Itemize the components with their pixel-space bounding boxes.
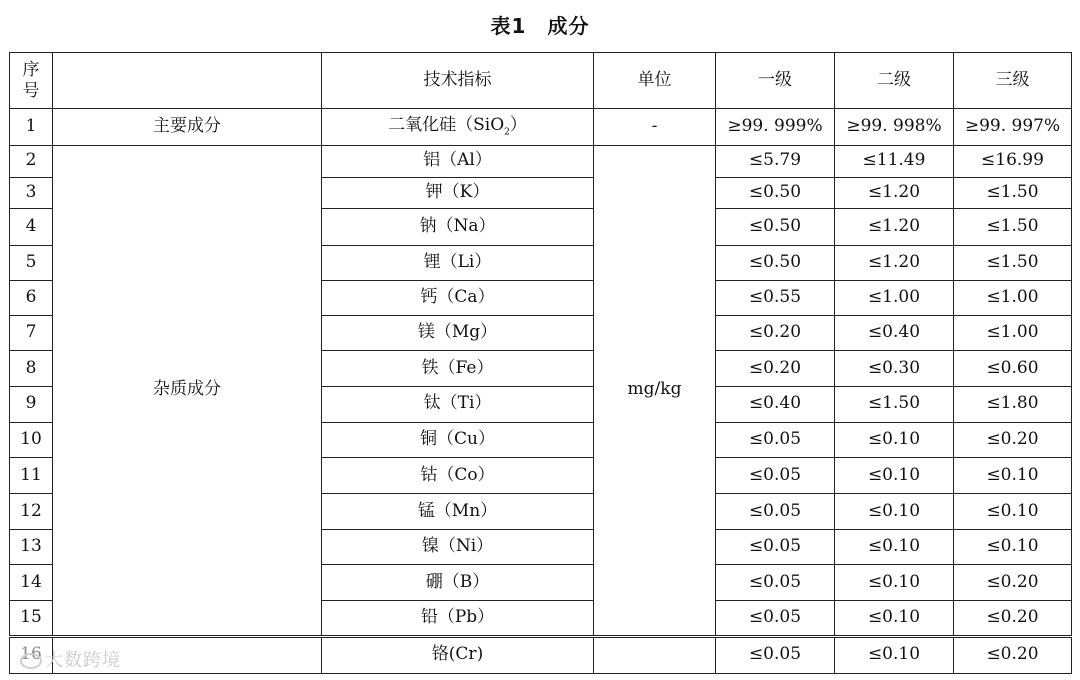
indicator-sio2-subscript: 2	[504, 127, 510, 138]
grade3-cell: ≤1.50	[954, 245, 1072, 280]
table-row	[10, 145, 1072, 177]
grade3-cell: ≤16.99	[954, 145, 1072, 177]
row-number: 6	[10, 280, 53, 315]
indicator-cell: 钙（Ca）	[322, 280, 594, 315]
grade1-cell: ≤0.20	[716, 351, 835, 386]
header-seq-text: 序号	[22, 60, 40, 101]
grade3-cell: ≤1.00	[954, 316, 1072, 351]
row-number: 12	[10, 494, 53, 529]
header-grade1: 一级	[716, 53, 835, 109]
grade2-cell: ≤0.10	[835, 636, 954, 673]
grade1-cell: ≤0.55	[716, 280, 835, 315]
indicator-cell: 钠（Na）	[322, 209, 594, 245]
grade3-cell: ≤0.20	[954, 422, 1072, 457]
row-number: 8	[10, 351, 53, 386]
grade2-cell: ≤1.20	[835, 209, 954, 245]
grade1-cell: ≤5.79	[716, 145, 835, 177]
indicator-cell: 铁（Fe）	[322, 351, 594, 386]
grade3-cell: ≤0.10	[954, 529, 1072, 564]
row-number: 5	[10, 245, 53, 280]
grade2-cell: ≤11.49	[835, 145, 954, 177]
grade3-cell: ≤0.10	[954, 494, 1072, 529]
grade3-cell: ≤0.10	[954, 458, 1072, 494]
row-number: 9	[10, 386, 53, 422]
grade3-cell: ≤1.80	[954, 386, 1072, 422]
indicator-cell: 铜（Cu）	[322, 422, 594, 457]
row-number: 1	[10, 109, 53, 145]
indicator-cell: 铬(Cr)	[322, 636, 594, 673]
composition-table	[9, 52, 1072, 674]
grade3-cell: ≤0.20	[954, 636, 1072, 673]
grade2-cell: ≤1.20	[835, 177, 954, 208]
grade2-main: ≥99. 998%	[835, 109, 954, 145]
grade1-cell: ≤0.05	[716, 458, 835, 494]
header-grade3: 三级	[954, 53, 1072, 109]
row-number: 13	[10, 529, 53, 564]
row-number: 15	[10, 601, 53, 636]
unit-impurity: mg/kg	[594, 145, 716, 636]
grade1-cell: ≤0.05	[716, 422, 835, 457]
grade1-cell: ≤0.40	[716, 386, 835, 422]
unit-empty	[594, 636, 716, 673]
row-number: 16	[10, 636, 53, 673]
row-number: 7	[10, 316, 53, 351]
indicator-sio2-text: 二氧化硅（SiO	[388, 114, 505, 135]
grade1-cell: ≤0.05	[716, 565, 835, 601]
row-number: 10	[10, 422, 53, 457]
grade2-cell: ≤0.10	[835, 458, 954, 494]
grade1-cell: ≤0.05	[716, 601, 835, 636]
grade2-cell: ≤0.10	[835, 422, 954, 457]
grade2-cell: ≤1.20	[835, 245, 954, 280]
indicator-cell: 钾（K）	[322, 177, 594, 208]
row-number: 11	[10, 458, 53, 494]
indicator-cell: 铝（Al）	[322, 145, 594, 177]
indicator-sio2-tail: ）	[509, 114, 527, 135]
header-category	[53, 53, 322, 109]
grade2-cell: ≤1.50	[835, 386, 954, 422]
indicator-cell: 硼（B）	[322, 565, 594, 601]
indicator-cell: 钴（Co）	[322, 458, 594, 494]
watermark-text: 大数跨境	[45, 650, 121, 671]
grade1-cell: ≤0.20	[716, 316, 835, 351]
grade1-cell: ≤0.05	[716, 494, 835, 529]
header-row	[10, 53, 1072, 109]
row-number: 4	[10, 209, 53, 245]
grade2-cell: ≤0.10	[835, 601, 954, 636]
watermark-logo-icon	[20, 653, 42, 669]
header-indicator: 技术指标	[322, 53, 594, 109]
grade3-main: ≥99. 997%	[954, 109, 1072, 145]
grade1-cell: ≤0.50	[716, 177, 835, 208]
indicator-cell: 镍（Ni）	[322, 529, 594, 564]
indicator-cell: 锂（Li）	[322, 245, 594, 280]
grade3-cell: ≤1.50	[954, 209, 1072, 245]
row-number: 2	[10, 145, 53, 177]
grade2-cell: ≤0.10	[835, 565, 954, 601]
grade2-cell: ≤1.00	[835, 280, 954, 315]
grade3-cell: ≤0.20	[954, 565, 1072, 601]
grade2-cell: ≤0.30	[835, 351, 954, 386]
header-unit: 单位	[594, 53, 716, 109]
header-seq	[10, 53, 53, 109]
grade2-cell: ≤0.10	[835, 494, 954, 529]
indicator-sio2	[322, 109, 594, 145]
grade3-cell: ≤1.50	[954, 177, 1072, 208]
category-main: 主要成分	[53, 109, 322, 145]
grade3-cell: ≤1.00	[954, 280, 1072, 315]
indicator-cell: 镁（Mg）	[322, 316, 594, 351]
grade3-cell: ≤0.60	[954, 351, 1072, 386]
grade1-main: ≥99. 999%	[716, 109, 835, 145]
grade2-cell: ≤0.40	[835, 316, 954, 351]
indicator-cell: 钛（Ti）	[322, 386, 594, 422]
row-number: 14	[10, 565, 53, 601]
indicator-cell: 铅（Pb）	[322, 601, 594, 636]
table-row-last	[10, 636, 1072, 673]
unit-main: -	[594, 109, 716, 145]
row-number: 3	[10, 177, 53, 208]
indicator-cell: 锰（Mn）	[322, 494, 594, 529]
watermark	[10, 646, 121, 672]
grade1-cell: ≤0.05	[716, 529, 835, 564]
table-row-main	[10, 109, 1072, 145]
grade3-cell: ≤0.20	[954, 601, 1072, 636]
category-impurity: 杂质成分	[53, 145, 322, 636]
header-grade2: 二级	[835, 53, 954, 109]
grade1-cell: ≤0.50	[716, 245, 835, 280]
grade2-cell: ≤0.10	[835, 529, 954, 564]
grade1-cell: ≤0.05	[716, 636, 835, 673]
grade1-cell: ≤0.50	[716, 209, 835, 245]
table-title: 表1 成分	[490, 14, 590, 38]
